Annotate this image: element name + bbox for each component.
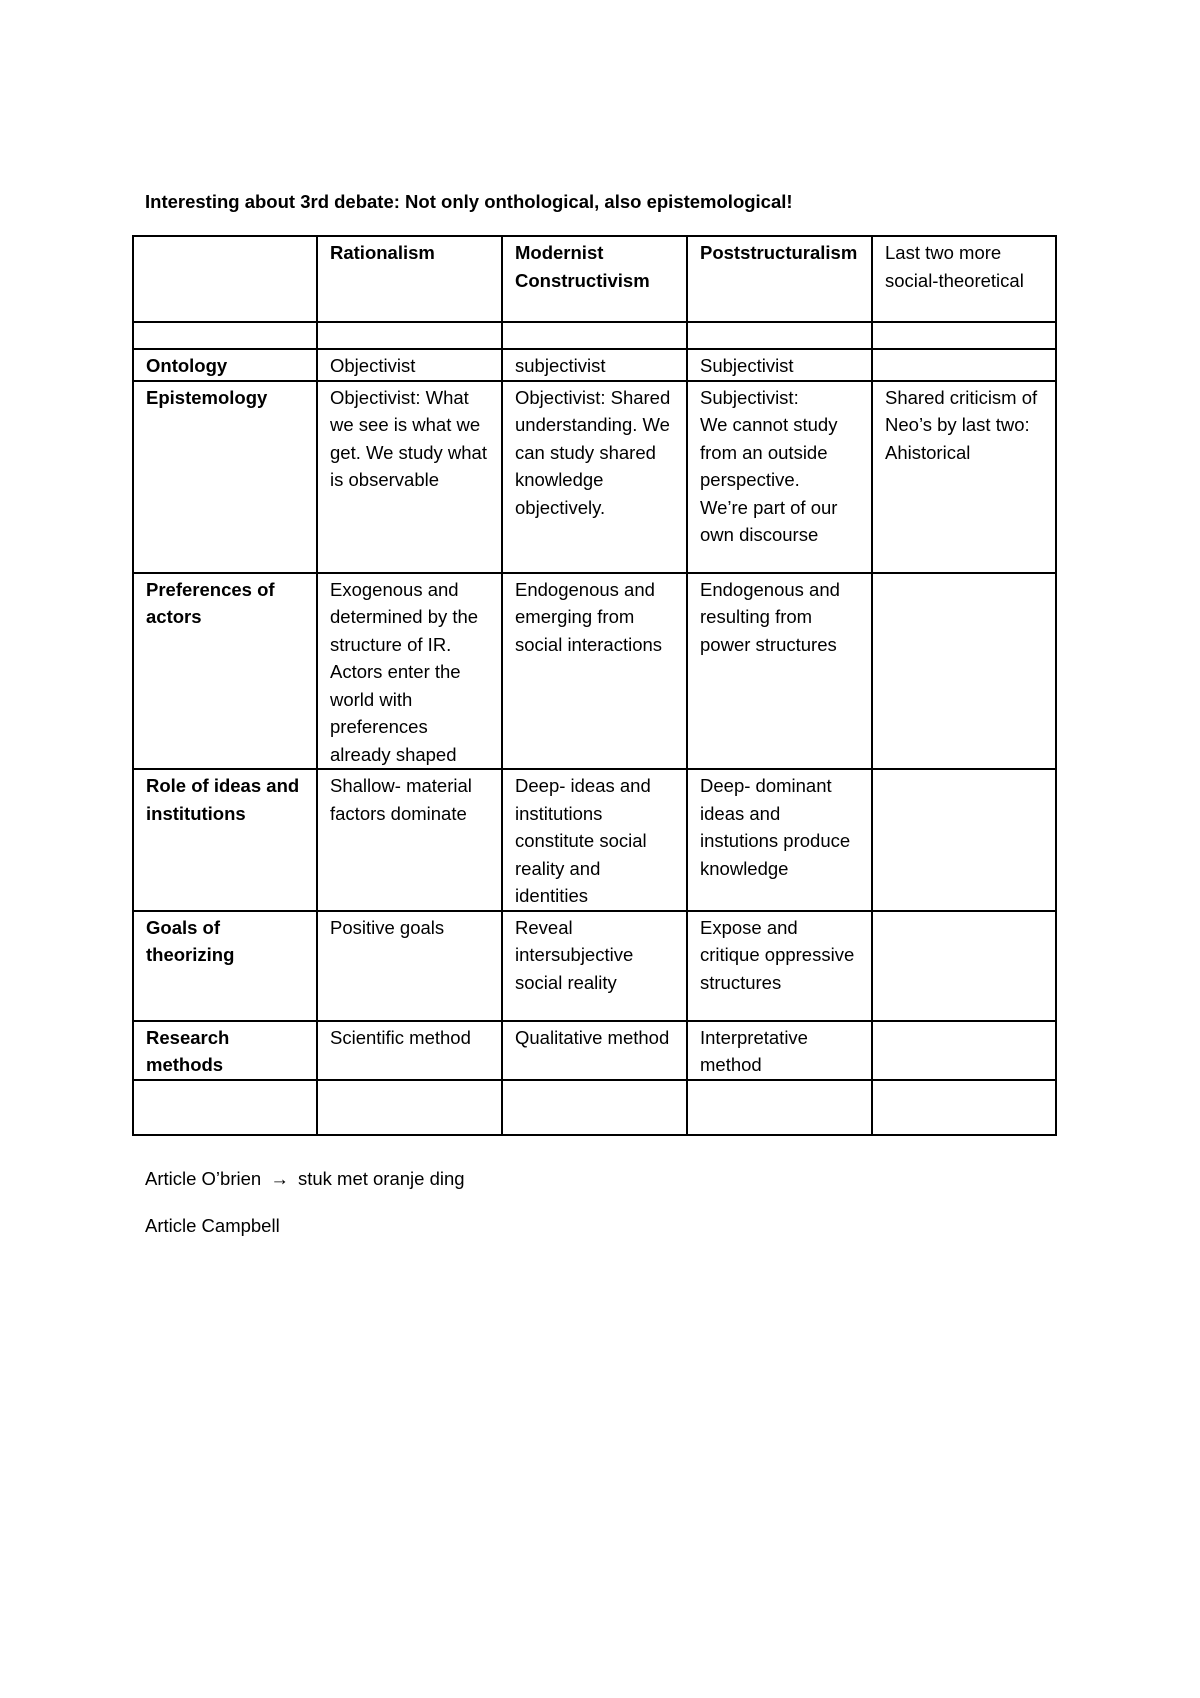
table-cell bbox=[502, 322, 687, 349]
table-row-epistemology bbox=[133, 381, 1056, 573]
table-cell bbox=[872, 349, 1056, 381]
table-cell: Endogenous and resulting from power structures bbox=[687, 573, 872, 770]
table-row-ideas-institutions bbox=[133, 769, 1056, 911]
table-cell: Qualitative method bbox=[502, 1021, 687, 1080]
table-cell: Scientific method bbox=[317, 1021, 502, 1080]
table-cell bbox=[502, 1080, 687, 1135]
header-cell-empty bbox=[133, 236, 317, 322]
header-cell-modernist-constructivism: Modernist Constructivism bbox=[502, 236, 687, 322]
table-cell bbox=[133, 1080, 317, 1135]
row-label: Research methods bbox=[133, 1021, 317, 1080]
table-cell: Positive goals bbox=[317, 911, 502, 1021]
header-cell-poststructuralism: Poststructuralism bbox=[687, 236, 872, 322]
table-cell bbox=[872, 769, 1056, 911]
header-row bbox=[133, 236, 1056, 322]
table-cell bbox=[133, 322, 317, 349]
table-cell: Interpretative method bbox=[687, 1021, 872, 1080]
table-row-preferences bbox=[133, 573, 1056, 770]
header-cell-note: Last two more social-theoretical bbox=[872, 236, 1056, 322]
table-cell: Exogenous and determined by the structure of IR. Actors enter the world with preferences already shaped bbox=[317, 573, 502, 770]
table-cell: Expose and critique oppressive structures bbox=[687, 911, 872, 1021]
arrow-right-icon: → bbox=[270, 1168, 289, 1189]
table-cell: subjectivist bbox=[502, 349, 687, 381]
table-cell: Objectivist: Shared understanding. We can study shared knowledge objectively. bbox=[502, 381, 687, 573]
table-row-goals bbox=[133, 911, 1056, 1021]
article-obrien-line bbox=[145, 1168, 465, 1190]
table-cell: Objectivist bbox=[317, 349, 502, 381]
header-cell-rationalism: Rationalism bbox=[317, 236, 502, 322]
table-row-ontology bbox=[133, 349, 1056, 381]
table-cell bbox=[687, 322, 872, 349]
table-cell: Subjectivist bbox=[687, 349, 872, 381]
table-cell bbox=[317, 1080, 502, 1135]
row-label: Preferences of actors bbox=[133, 573, 317, 770]
table-cell: Endogenous and emerging from social interactions bbox=[502, 573, 687, 770]
row-label: Epistemology bbox=[133, 381, 317, 573]
row-label: Ontology bbox=[133, 349, 317, 381]
table-cell: Shallow- material factors dominate bbox=[317, 769, 502, 911]
table-cell bbox=[317, 322, 502, 349]
table-cell: Shared criticism of Neo’s by last two: Ahistorical bbox=[872, 381, 1056, 573]
table-cell: Reveal intersubjective social reality bbox=[502, 911, 687, 1021]
row-label: Role of ideas and institutions bbox=[133, 769, 317, 911]
table-cell bbox=[872, 573, 1056, 770]
table-cell: Deep- dominant ideas and instutions produce knowledge bbox=[687, 769, 872, 911]
table-cell: Objectivist: What we see is what we get. We study what is observable bbox=[317, 381, 502, 573]
heading: Interesting about 3rd debate: Not only onthological, also epistemological! bbox=[145, 191, 793, 212]
table-cell bbox=[872, 322, 1056, 349]
table-row-empty bbox=[133, 1080, 1056, 1135]
article-obrien-note: stuk met oranje ding bbox=[297, 1168, 465, 1189]
spacer-row bbox=[133, 322, 1056, 349]
article-campbell-line: Article Campbell bbox=[145, 1215, 280, 1236]
comparison-table bbox=[132, 235, 1057, 1136]
table-row-research-methods bbox=[133, 1021, 1056, 1080]
table-cell: Deep- ideas and institutions constitute social reality and identities bbox=[502, 769, 687, 911]
row-label: Goals of theorizing bbox=[133, 911, 317, 1021]
article-obrien-label: Article O’brien bbox=[145, 1168, 262, 1189]
table-cell bbox=[872, 1021, 1056, 1080]
table-cell: Subjectivist: We cannot study from an outside perspective. We’re part of our own discourse bbox=[687, 381, 872, 573]
table-cell bbox=[687, 1080, 872, 1135]
table-cell bbox=[872, 911, 1056, 1021]
table-cell bbox=[872, 1080, 1056, 1135]
